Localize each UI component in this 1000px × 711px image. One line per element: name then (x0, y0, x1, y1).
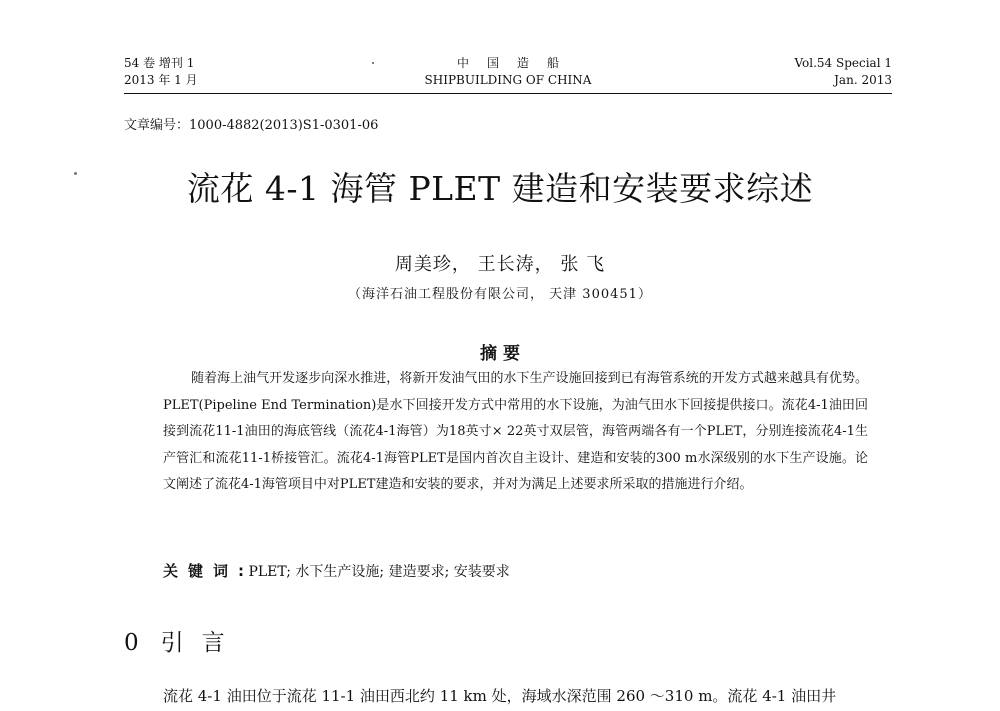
body-paragraph: 流花 4-1 油田位于流花 11-1 油田西北约 11 km 处，海域水深范围 260 ～310 m。流花 4-1 油田井 (163, 687, 837, 705)
section-number: 0 (124, 630, 139, 656)
journal-name-cn: 中国造船 (456, 56, 577, 70)
keywords-colon: : (238, 562, 245, 580)
header-center (124, 55, 892, 89)
paper-title: 流花 4-1 海管 PLET 建造和安装要求综述 (186, 169, 814, 208)
publication-date-en: Jan. 2013 (834, 73, 892, 87)
journal-header (124, 55, 892, 95)
header-rule (124, 93, 892, 94)
publication-date: 2013 年 1 月 (124, 73, 198, 87)
keywords-text: PLET; 水下生产设施; 建造要求; 安装要求 (244, 564, 510, 580)
abstract-heading: 摘 要 (480, 344, 520, 364)
section-title: 引言 (160, 630, 243, 656)
keywords (163, 560, 868, 581)
abstract-text (163, 366, 868, 499)
author-list: 周美珍， 王长涛， 张 飞 (394, 254, 606, 275)
abstract-paragraph: 随着海上油气开发逐步向深水推进，将新开发油气田的水下生产设施回接到已有海管系统的开发方式越来越具有优势。PLET(Pipeline End Termination)是水下回接开发方式中常用的水下设施，为油气田水下回接提供接口。流花4-1油田回接到流花11-1油田的海底管线（流花4-1海管）为18英寸× 22英寸双层管，海管两端各有一个PLET，分别连接流花4-1生产管汇和流花11-1桥接管汇。流花4-1海管PLET是国内首次自主设计、建造和安装的300 m水深级别的水下生产设施。论文阐述了流花4-1海管项目中对PLET建造和安装的要求，并对为满足上述要求所采取的措施进行介绍。 (163, 371, 868, 492)
article-number: 文章编号：1000-4882(2013)S1-0301-06 (124, 118, 379, 133)
header-right (794, 55, 892, 89)
section-heading (124, 624, 243, 657)
volume-issue: 54 卷 增刊 1 (124, 56, 195, 70)
volume-issue-en: Vol.54 Special 1 (794, 56, 892, 70)
affiliation: （海洋石油工程股份有限公司， 天津 300451） (348, 287, 652, 302)
keywords-label: 关键词 (163, 562, 239, 580)
journal-name-en: SHIPBUILDING OF CHINA (424, 73, 592, 87)
